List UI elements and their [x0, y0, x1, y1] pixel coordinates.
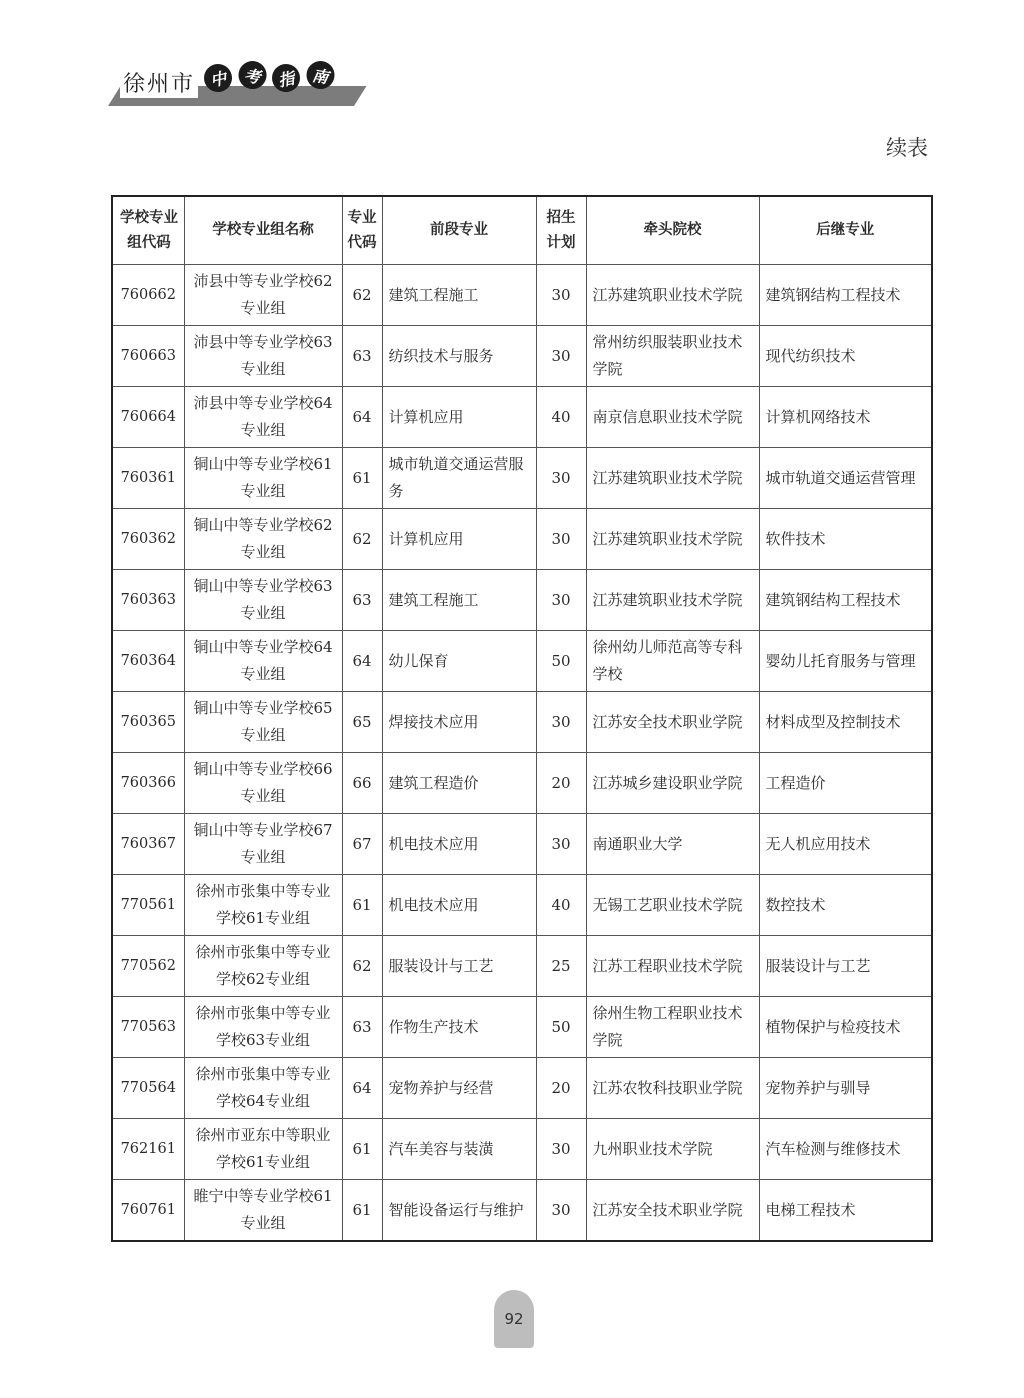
group-code-cell: 760365: [112, 692, 184, 753]
continued-label: 续表: [886, 136, 928, 160]
group-code-cell: 760364: [112, 631, 184, 692]
column-header-text: 招生计划: [546, 209, 576, 251]
table-row: [112, 753, 932, 814]
follow-major-cell: 无人机应用技术: [759, 814, 932, 875]
group-code-cell: 760361: [112, 448, 184, 509]
major-code-cell: 62: [342, 265, 382, 326]
follow-major-cell: 婴幼儿托育服务与管理: [759, 631, 932, 692]
group-code-cell: 760662: [112, 265, 184, 326]
plan-cell: 30: [536, 1119, 586, 1180]
plan-cell: 20: [536, 753, 586, 814]
group-name-cell: 沛县中等专业学校63专业组: [184, 326, 342, 387]
group-name-cell: 徐州市张集中等专业学校63专业组: [184, 997, 342, 1058]
plan-cell: 30: [536, 326, 586, 387]
group-name-cell: 沛县中等专业学校64专业组: [184, 387, 342, 448]
group-code-cell: 760363: [112, 570, 184, 631]
group-code-cell: 760663: [112, 326, 184, 387]
lead-school-cell: 江苏建筑职业技术学院: [586, 509, 759, 570]
group-code-cell: 770562: [112, 936, 184, 997]
follow-major-cell: 建筑钢结构工程技术: [759, 265, 932, 326]
column-header-text: 专业代码: [347, 209, 377, 251]
table-row: [112, 814, 932, 875]
major-code-cell: 63: [342, 570, 382, 631]
plan-cell: 30: [536, 570, 586, 631]
group-name-cell: 铜山中等专业学校63专业组: [184, 570, 342, 631]
group-name-cell: 徐州市张集中等专业学校61专业组: [184, 875, 342, 936]
plan-cell: 30: [536, 509, 586, 570]
major-code-cell: 61: [342, 1180, 382, 1242]
lead-school-cell: 江苏建筑职业技术学院: [586, 265, 759, 326]
column-header-text: 学校专业组代码: [120, 209, 178, 251]
banner-char: 南: [304, 59, 336, 91]
lead-school-cell: 江苏安全技术职业学院: [586, 692, 759, 753]
plan-cell: 25: [536, 936, 586, 997]
prior-major-cell: 建筑工程施工: [382, 265, 536, 326]
column-header: 牵头院校: [586, 196, 759, 265]
enrollment-table: [111, 195, 933, 1242]
follow-major-cell: 汽车检测与维修技术: [759, 1119, 932, 1180]
group-name-cell: 徐州市张集中等专业学校62专业组: [184, 936, 342, 997]
banner-char: 中: [201, 61, 234, 94]
group-name-cell: 铜山中等专业学校67专业组: [184, 814, 342, 875]
group-name-cell: 铜山中等专业学校66专业组: [184, 753, 342, 814]
group-name-cell: 睢宁中等专业学校61专业组: [184, 1180, 342, 1242]
follow-major-cell: 植物保护与检疫技术: [759, 997, 932, 1058]
major-code-cell: 61: [342, 875, 382, 936]
group-code-cell: 760366: [112, 753, 184, 814]
group-code-cell: 760367: [112, 814, 184, 875]
follow-major-cell: 电梯工程技术: [759, 1180, 932, 1242]
prior-major-cell: 汽车美容与装潢: [382, 1119, 536, 1180]
header-banner: [108, 58, 358, 110]
prior-major-cell: 纺织技术与服务: [382, 326, 536, 387]
plan-cell: 20: [536, 1058, 586, 1119]
lead-school-cell: 江苏建筑职业技术学院: [586, 448, 759, 509]
prior-major-cell: 计算机应用: [382, 387, 536, 448]
table-row: [112, 692, 932, 753]
major-code-cell: 67: [342, 814, 382, 875]
group-code-cell: 762161: [112, 1119, 184, 1180]
column-header: 前段专业: [382, 196, 536, 265]
plan-cell: 30: [536, 448, 586, 509]
follow-major-cell: 宠物养护与驯导: [759, 1058, 932, 1119]
group-code-cell: 770563: [112, 997, 184, 1058]
major-code-cell: 63: [342, 326, 382, 387]
table-row: [112, 1119, 932, 1180]
column-header: [112, 196, 184, 265]
major-code-cell: 65: [342, 692, 382, 753]
prior-major-cell: 作物生产技术: [382, 997, 536, 1058]
lead-school-cell: 江苏安全技术职业学院: [586, 1180, 759, 1242]
group-code-cell: 770561: [112, 875, 184, 936]
group-code-cell: 760664: [112, 387, 184, 448]
table-row: [112, 997, 932, 1058]
table-row: [112, 448, 932, 509]
plan-cell: 30: [536, 265, 586, 326]
group-name-cell: 铜山中等专业学校62专业组: [184, 509, 342, 570]
lead-school-cell: 江苏农牧科技职业学院: [586, 1058, 759, 1119]
table-body: [112, 265, 932, 1242]
plan-cell: 30: [536, 1180, 586, 1242]
follow-major-cell: 软件技术: [759, 509, 932, 570]
follow-major-cell: 现代纺织技术: [759, 326, 932, 387]
column-header: [342, 196, 382, 265]
banner-char: 考: [236, 59, 268, 91]
table-row: [112, 631, 932, 692]
follow-major-cell: 城市轨道交通运营管理: [759, 448, 932, 509]
lead-school-cell: 九州职业技术学院: [586, 1119, 759, 1180]
group-name-cell: 徐州市亚东中等职业学校61专业组: [184, 1119, 342, 1180]
group-code-cell: 760761: [112, 1180, 184, 1242]
banner-city: 徐州市: [120, 67, 198, 98]
prior-major-cell: 机电技术应用: [382, 814, 536, 875]
group-name-cell: 铜山中等专业学校65专业组: [184, 692, 342, 753]
column-header: [536, 196, 586, 265]
major-code-cell: 61: [342, 448, 382, 509]
table-row: [112, 570, 932, 631]
follow-major-cell: 服装设计与工艺: [759, 936, 932, 997]
plan-cell: 40: [536, 387, 586, 448]
plan-cell: 30: [536, 814, 586, 875]
group-name-cell: 铜山中等专业学校64专业组: [184, 631, 342, 692]
lead-school-cell: 江苏工程职业技术学院: [586, 936, 759, 997]
group-name-cell: 沛县中等专业学校62专业组: [184, 265, 342, 326]
lead-school-cell: 江苏建筑职业技术学院: [586, 570, 759, 631]
table-row: [112, 936, 932, 997]
table-row: [112, 387, 932, 448]
lead-school-cell: 无锡工艺职业技术学院: [586, 875, 759, 936]
plan-cell: 50: [536, 997, 586, 1058]
follow-major-cell: 计算机网络技术: [759, 387, 932, 448]
group-code-cell: 760362: [112, 509, 184, 570]
table-row: [112, 265, 932, 326]
prior-major-cell: 城市轨道交通运营服务: [382, 448, 536, 509]
lead-school-cell: 南通职业大学: [586, 814, 759, 875]
banner-char: 指: [269, 61, 302, 94]
table-row: [112, 1180, 932, 1242]
plan-cell: 40: [536, 875, 586, 936]
major-code-cell: 64: [342, 631, 382, 692]
column-header: 学校专业组名称: [184, 196, 342, 265]
follow-major-cell: 材料成型及控制技术: [759, 692, 932, 753]
major-code-cell: 61: [342, 1119, 382, 1180]
major-code-cell: 64: [342, 387, 382, 448]
prior-major-cell: 计算机应用: [382, 509, 536, 570]
prior-major-cell: 宠物养护与经营: [382, 1058, 536, 1119]
table-row: [112, 875, 932, 936]
prior-major-cell: 焊接技术应用: [382, 692, 536, 753]
table-row: [112, 509, 932, 570]
table-header-row: [112, 196, 932, 265]
follow-major-cell: 数控技术: [759, 875, 932, 936]
group-code-cell: 770564: [112, 1058, 184, 1119]
prior-major-cell: 机电技术应用: [382, 875, 536, 936]
lead-school-cell: 徐州生物工程职业技术学院: [586, 997, 759, 1058]
follow-major-cell: 工程造价: [759, 753, 932, 814]
banner-title: [204, 64, 334, 92]
column-header: 后继专业: [759, 196, 932, 265]
lead-school-cell: 南京信息职业技术学院: [586, 387, 759, 448]
major-code-cell: 63: [342, 997, 382, 1058]
prior-major-cell: 幼儿保育: [382, 631, 536, 692]
group-name-cell: 徐州市张集中等专业学校64专业组: [184, 1058, 342, 1119]
lead-school-cell: 徐州幼儿师范高等专科学校: [586, 631, 759, 692]
prior-major-cell: 智能设备运行与维护: [382, 1180, 536, 1242]
major-code-cell: 62: [342, 936, 382, 997]
page-number: 92: [494, 1290, 534, 1348]
prior-major-cell: 建筑工程造价: [382, 753, 536, 814]
lead-school-cell: 常州纺织服装职业技术学院: [586, 326, 759, 387]
major-code-cell: 66: [342, 753, 382, 814]
prior-major-cell: 服装设计与工艺: [382, 936, 536, 997]
follow-major-cell: 建筑钢结构工程技术: [759, 570, 932, 631]
major-code-cell: 64: [342, 1058, 382, 1119]
plan-cell: 50: [536, 631, 586, 692]
table-row: [112, 326, 932, 387]
group-name-cell: 铜山中等专业学校61专业组: [184, 448, 342, 509]
plan-cell: 30: [536, 692, 586, 753]
table-row: [112, 1058, 932, 1119]
prior-major-cell: 建筑工程施工: [382, 570, 536, 631]
major-code-cell: 62: [342, 509, 382, 570]
lead-school-cell: 江苏城乡建设职业学院: [586, 753, 759, 814]
